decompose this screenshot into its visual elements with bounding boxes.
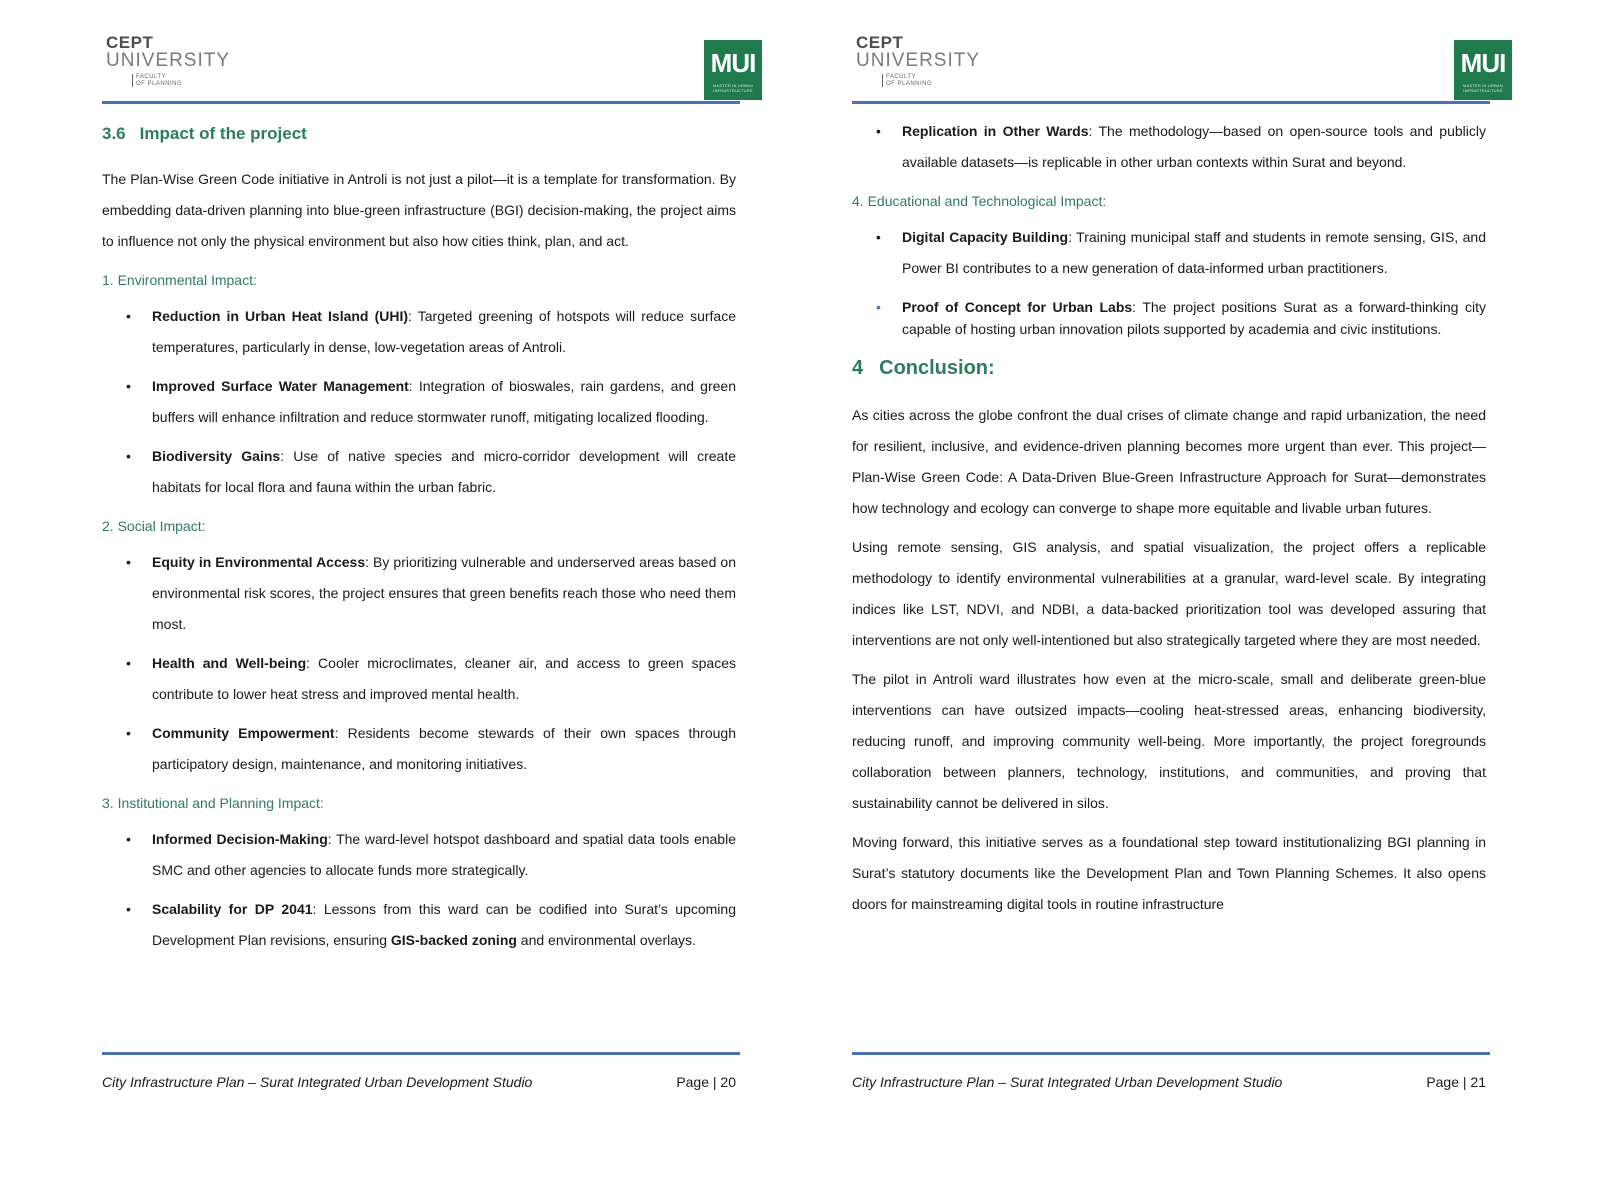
list-item: • Health and Well-being: Cooler microclimates, cleaner air, and access to green spaces contribute to lower heat stress and improved mental health.	[126, 655, 736, 702]
subheading-environmental: 1. Environmental Impact:	[102, 272, 257, 288]
page-20	[102, 0, 762, 1202]
footer-title: City Infrastructure Plan – Surat Integrated Urban Development Studio	[102, 1074, 533, 1090]
conclusion-paragraph: As cities across the globe confront the dual crises of climate change and rapid urbanization, the need for resilient, inclusive, and evidence-driven planning becomes more urgent than ever. This project—Plan-Wise Green Code: A Data-Driven Blue-Green Infrastructure Approach for Surat—demonstrates how technology and ecology can converge to shape more equitable and livable urban futures.	[852, 407, 1486, 516]
footer-rule	[102, 1052, 740, 1055]
list-item: • Biodiversity Gains: Use of native species and micro-corridor development will create habitats for local flora and fauna within the urban fabric.	[126, 448, 736, 495]
mui-logo: MUI MASTER IN URBAN INFRASTRUCTURE	[1454, 40, 1512, 100]
subheading-social: 2. Social Impact:	[102, 518, 206, 534]
institutional-list-continued	[852, 116, 1486, 178]
cept-university-logo: CEPT UNIVERSITY FACULTY OF PLANNING	[106, 33, 231, 87]
conclusion-paragraph: The pilot in Antroli ward illustrates how even at the micro-scale, small and deliberate green-blue interventions can have outsized impacts—cooling heat-stressed areas, enhancing biodiversity, reducing runoff, and improving community well-being. More importantly, the project foregrounds collaboration between planners, technology, institutions, and communities, and proving that sustainability cannot be delivered in silos.	[852, 671, 1486, 811]
list-item: • Replication in Other Wards: The methodology—based on open-source tools and publicly available datasets—is replicable in other urban contexts within Surat and beyond.	[876, 123, 1486, 170]
cept-university-logo: CEPT UNIVERSITY FACULTY OF PLANNING	[856, 33, 981, 87]
list-item: • Digital Capacity Building: Training municipal staff and students in remote sensing, GIS, and Power BI contributes to a new generation of data-informed urban practitioners.	[876, 229, 1486, 276]
subheading-institutional: 3. Institutional and Planning Impact:	[102, 795, 324, 811]
list-item: • Improved Surface Water Management: Integration of bioswales, rain gardens, and green buffers will enhance infiltration and reduce stormwater runoff, mitigating localized flooding.	[126, 378, 736, 425]
page-header	[852, 34, 1512, 104]
list-item: • Reduction in Urban Heat Island (UHI): Targeted greening of hotspots will reduce surface temperatures, particularly in dense, low-vegetation areas of Antroli.	[126, 308, 737, 355]
list-item: • Informed Decision-Making: The ward-level hotspot dashboard and spatial data tools enable SMC and other agencies to allocate funds more strategically.	[126, 831, 736, 878]
institutional-list	[102, 824, 736, 956]
page-number: Page | 20	[676, 1074, 736, 1090]
educational-list	[852, 222, 1486, 340]
page-content	[852, 116, 1486, 928]
header-rule	[852, 101, 1490, 104]
conclusion-paragraph: Using remote sensing, GIS analysis, and spatial visualization, the project offers a replicable methodology to identify environmental vulnerabilities at a granular, ward-level scale. By integrating indices like LST, NDVI, and NDBI, a data-backed prioritization tool was developed assuring that interventions are not only well-intentioned but also strategically targeted where they are most needed.	[852, 539, 1486, 648]
list-item: • Scalability for DP 2041: Lessons from this ward can be codified into Surat’s upcoming Development Plan revisions, ensuring GIS-backed zoning and environmental overlays.	[126, 901, 736, 948]
subheading-educational: 4. Educational and Technological Impact:	[852, 193, 1107, 209]
section-heading: 3.6 Impact of the project	[102, 124, 307, 143]
page-header	[102, 34, 762, 104]
social-list	[102, 547, 736, 780]
intro-paragraph: The Plan-Wise Green Code initiative in Antroli is not just a pilot—it is a template for transformation. By embedding data-driven planning into blue-green infrastructure (BGI) decision-making, the project aims to influence not only the physical environment but also how cities think, plan, and act.	[102, 171, 736, 249]
environmental-list	[102, 301, 736, 503]
footer-rule	[852, 1052, 1490, 1055]
page-content	[102, 118, 736, 964]
footer-title: City Infrastructure Plan – Surat Integrated Urban Development Studio	[852, 1074, 1283, 1090]
list-item: • Proof of Concept for Urban Labs: The project positions Surat as a forward-thinking city capable of hosting urban innovation pilots supported by academia and civic institutions.	[876, 299, 1486, 337]
conclusion-paragraph: Moving forward, this initiative serves as a foundational step toward institutionalizing BGI planning in Surat’s statutory documents like the Development Plan and Town Planning Schemes. It also opens doors for mainstreaming digital tools in routine infrastructure	[852, 834, 1486, 912]
mui-logo: MUI MASTER IN URBAN INFRASTRUCTURE	[704, 40, 762, 100]
conclusion-heading: 4 Conclusion:	[852, 357, 995, 379]
page-number: Page | 21	[1426, 1074, 1486, 1090]
list-item: • Community Empowerment: Residents become stewards of their own spaces through participatory design, maintenance, and monitoring initiatives.	[126, 725, 736, 772]
list-item: • Equity in Environmental Access: By prioritizing vulnerable and underserved areas based on environmental risk scores, the project ensures that green benefits reach those who need them most.	[126, 554, 736, 632]
page-21	[852, 0, 1512, 1202]
header-rule	[102, 101, 740, 104]
